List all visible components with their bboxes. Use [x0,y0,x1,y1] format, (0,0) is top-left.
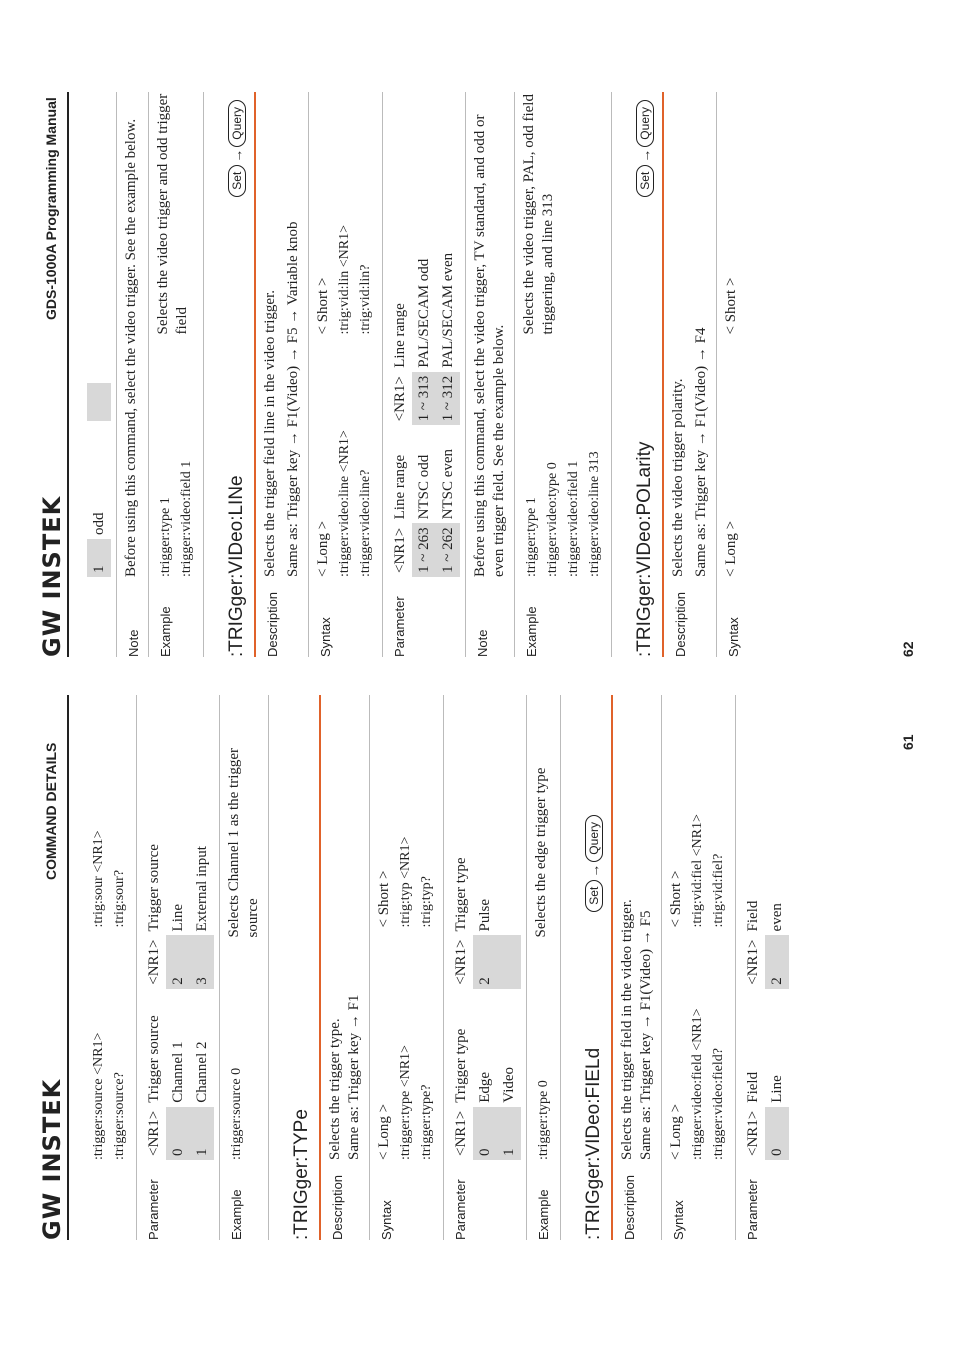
source-parameter-table: <NR1> Trigger source <NR1> Trigger source 0 Channel 1 2 Line 1 Channel 2 3 External input [142,840,214,1160]
set-query-badges: Set → Query [583,815,605,912]
source-parameter-row [137,695,220,1240]
section-title-video-line: :TRIGger:VIDeo:LINe Set → Query [218,92,256,657]
section-title-video-field: :TRIGger:VIDeo:FIELd Set → Query [575,695,613,1240]
line-parameter-table: <NR1> Line range <NR1> Line range 1 ~ 263 NTSC odd 1 ~ 313 PAL/SECAM odd 1 ~ 262 NTSC even 1 ~ 312 PAL/SECAM even [388,249,460,577]
page-header: GDS-1000A Programming Manual [43,97,59,320]
left-content: :trigger:source <NR1> :trigger:source? :trig:sour <NR1> :trig:sour? Parameter <NR1> Trigger source <NR1> Trigger source 0 Channel 1 2 Line 1 Channel 2 3 External input Example :trigger:source 0 Selects Channel 1 as the trigger source :TRIGger:TYPe Description Selects the trigger type. Same as: Trigger key → F1 Syntax < Long > :trigger:type <NR1> :trigger:type? < Short > :trig:typ <NR1> :trig:typ? Parameter <NR1> Trigger type <NR1> Trigger type 0 Edge 2 Pulse 1 Video Example :trigger:type 0 Selects the edge trigger type :TRIGger:VIDeo:FIELd Set → Query Description Selects the trigger field in the video trigger. Same as: Trigger key → F1(Video) → F5 Syntax < Long > :trigger:video:field <NR1> :trigger:video:field? < Short > :trig:vid:fiel <NR1> :trig:vid:fiel? Parameter <NR1> Field <NR1> Field 0 Line 2 even [82,695,794,1240]
page-61 [0,675,954,1350]
set-query-badges: Set → Query [634,100,656,197]
field-parameter-table: <NR1> Field <NR1> Field 0 Line 2 even [741,897,789,1160]
page-number: 61 [900,734,916,750]
right-content: 1 odd Note Before using this command, select the video trigger. See the example below. Example :trigger:type 1 :trigger:video:field 1 Selects the video trigger and odd trigger field :TRIGger:VIDeo:LINe Set → Query Description Selects the trigger field line in the video trigger. Same as: Trigger key → F1(Video) → F5 → Variable knob Syntax < Long > :trigger:video:line <NR1> :trigger:video:line? < Short > :trig:vid:lin <NR1> :trig:vid:lin? Parameter <NR1> Line range <NR1> Line range 1 ~ 263 NTSC odd 1 ~ 313 PAL/SECAM odd 1 ~ 262 NTSC even 1 ~ 312 PAL/SECAM even Note Before using this command, select the video trigger, TV standard, and odd or even trigger field. See the example below. Example :trigger:type 1 :trigger:video:type 0 :trigger:video:field 1 :trigger:video:line 313 Selects the video trigger, PAL, odd field triggering, and line 313 :TRIGger:VIDeo:POLarity Set → Query Description Selects the video trigger polarity. Same as: Trigger key → F1(Video) → F4 Syntax < Long > < Short > [82,92,748,657]
gw-instek-logo: GW INSTEK [38,1078,66,1240]
set-query-badges: Set → Query [226,100,248,197]
section-title-trigger-type: :TRIGger:TYPe [283,695,321,1240]
source-example-row: Example :trigger:source 0 Selects Channel 1 as the trigger source [220,695,269,1240]
source-long-set: :trigger:source <NR1> [91,1032,106,1160]
header-rule [67,92,69,657]
header-rule [67,695,69,1240]
parameter-label: Parameter [146,1179,161,1240]
gw-instek-logo: GW INSTEK [38,495,66,657]
source-syntax-row [82,695,137,1240]
source-short-query: :trig:sour? [112,869,127,928]
page-header: COMMAND DETAILS [43,742,59,880]
page-number: 62 [900,641,916,657]
section-title-video-polarity: :TRIGger:VIDeo:POLarity Set → Query [626,92,664,657]
type-parameter-table: <NR1> Trigger type <NR1> Trigger type 0 Edge 2 Pulse 1 Video [449,853,521,1160]
source-short-set: :trig:sour <NR1> [91,830,106,928]
source-long-query: :trigger:source? [112,1072,127,1160]
